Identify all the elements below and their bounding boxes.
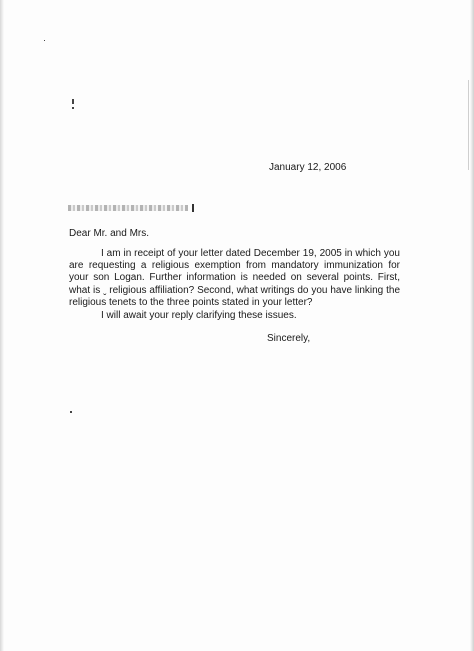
letter-paragraph-2: I will await your reply clarifying these issues. bbox=[101, 310, 297, 321]
scan-edge-left bbox=[0, 0, 4, 651]
scan-speck bbox=[44, 40, 45, 41]
redaction-mark bbox=[192, 204, 194, 212]
letter-salutation: Dear Mr. and Mrs. bbox=[69, 228, 150, 239]
scan-speck bbox=[72, 99, 74, 104]
letter-paragraph-1: I am in receipt of your letter dated December 19, 2005 in which you are requesting a religious exemption from mandatory immunization for your son Logan. Further information is needed on several points. First, what is ˬ religious affiliation? Second, what writings do you have linking the religious tenets to the three points stated in your letter? bbox=[69, 248, 400, 308]
redacted-address-line bbox=[68, 204, 194, 213]
redaction-blur bbox=[68, 205, 188, 211]
scan-speck bbox=[468, 80, 469, 170]
scan-edge-right bbox=[470, 0, 474, 651]
letter-closing: Sincerely, bbox=[267, 333, 311, 344]
letter-date: January 12, 2006 bbox=[269, 162, 347, 173]
scan-speck bbox=[70, 411, 72, 413]
scan-speck bbox=[72, 107, 74, 109]
